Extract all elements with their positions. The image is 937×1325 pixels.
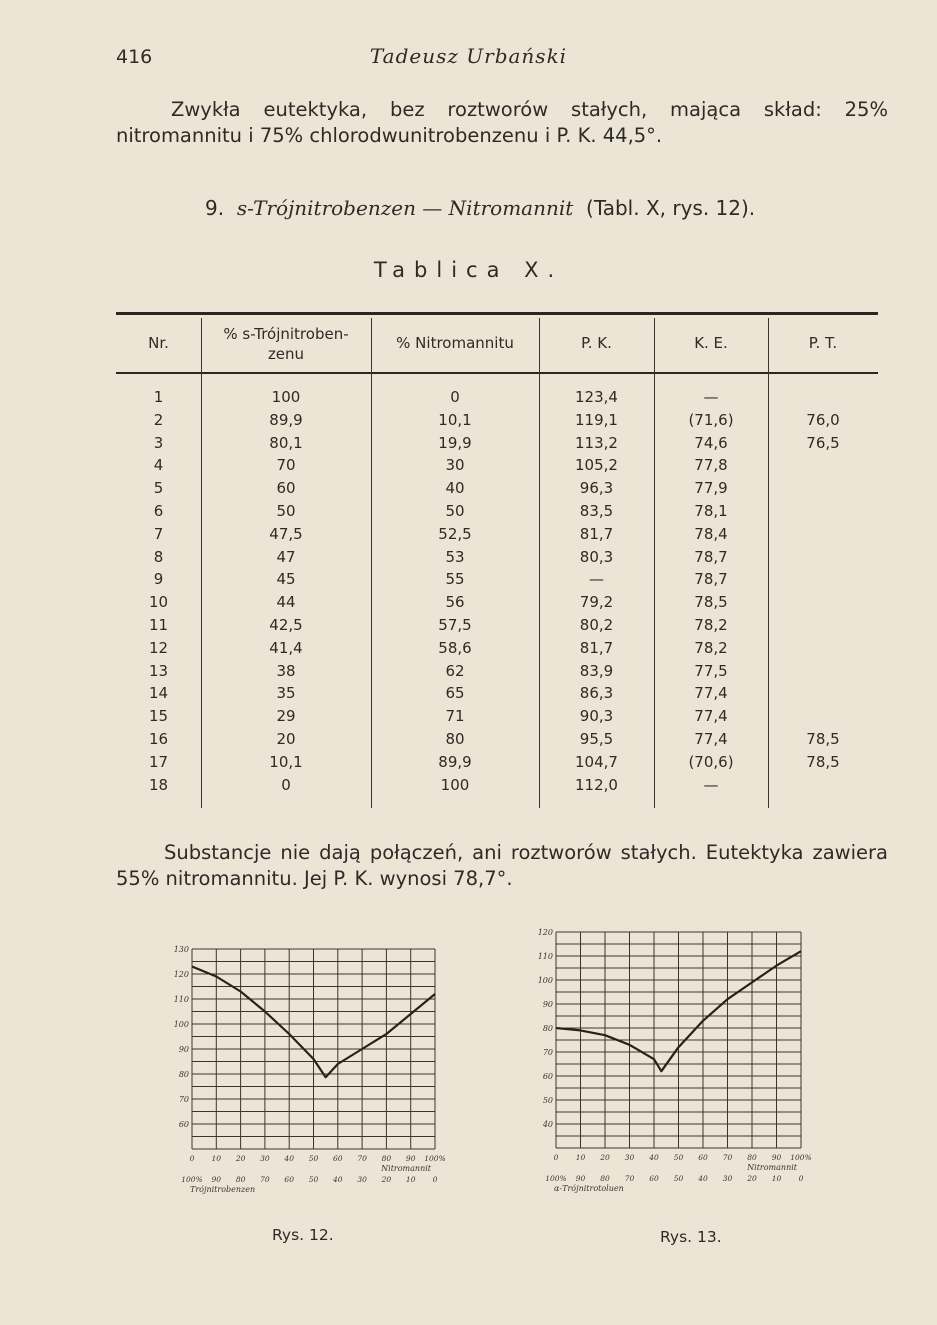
x-tick-label: 50 [673,1153,684,1162]
figure-rys-13 [520,920,840,1210]
header-nr: Nr. [148,334,169,352]
running-head: Tadeusz Urbański [369,44,568,68]
cell-trinitrobenzene: 60 [276,479,296,498]
cell-nr: 5 [153,479,164,498]
cell-pt [768,568,878,591]
y-tick-label: 120 [537,928,553,937]
cell-pt [768,386,878,409]
y-tick-label: 40 [542,1120,553,1129]
cell-nitromannite: 52,5 [438,524,472,543]
y-tick-label: 80 [178,1070,189,1079]
cell-nitromannite: 58,6 [438,638,472,657]
cell-nr: 17 [148,752,169,771]
cell-trinitrobenzene: 0 [281,775,291,794]
cell-nr: 7 [153,524,164,543]
cell-nitromannite: 50 [445,502,465,520]
cell-nitromannite: 80 [445,730,465,748]
cell-trinitrobenzene: 47 [276,547,296,566]
cell-trinitrobenzene: 42,5 [269,616,303,634]
x-tick-label: 50 [308,1154,319,1163]
y-tick-label: 80 [542,1024,553,1033]
cell-nr: 13 [148,661,169,680]
x-tick-label: 60 [698,1153,708,1162]
x-tick-label: 20 [600,1153,610,1162]
cell-pt: 76,5 [806,433,840,452]
cell-pt [768,454,878,477]
cell-pk: 95,5 [579,730,614,748]
section-heading [205,196,755,220]
x-tick-label: 40 [698,1174,708,1183]
x-tick-label: 30 [357,1175,367,1184]
x-tick-label: 30 [624,1153,635,1162]
x-tick-label: 70 [357,1154,367,1163]
cell-trinitrobenzene: 70 [276,456,296,475]
table-title: Tablica X. [373,258,564,282]
x-tick-label: 100% [181,1175,203,1184]
page-number: 416 [116,46,153,68]
cell-trinitrobenzene: 100 [271,388,301,406]
x-tick-label: 40 [333,1175,343,1184]
x-tick-label: 10 [771,1174,782,1183]
cell-nitromannite: 0 [450,388,460,406]
cell-pt [768,705,878,728]
y-tick-label: 70 [542,1048,553,1057]
cell-ke: 78,1 [694,502,728,520]
table-top-rule [116,312,878,315]
cell-nr: 4 [153,456,164,475]
x-tick-label: 90 [771,1153,782,1162]
cell-ke: 77,4 [694,707,728,726]
x-tick-label: 10 [405,1175,416,1184]
x-tick-label: 0 [553,1153,559,1162]
cell-pk: 81,7 [579,524,614,543]
x-tick-label: 10 [575,1153,586,1162]
cell-ke: 78,2 [694,616,728,634]
cell-ke: 78,2 [694,638,728,657]
cell-ke: 77,5 [694,661,728,680]
cell-ke: — [703,388,719,406]
cell-pk: 83,9 [579,661,614,680]
x-tick-label: 30 [722,1174,733,1183]
y-tick-label: 50 [542,1096,553,1105]
cell-nitromannite: 100 [440,775,470,794]
x-axis-label: Trójnitrobenzen [190,1185,256,1194]
header-trinitrobenzene-line2: zenu [267,345,305,363]
cell-nitromannite: 10,1 [438,410,472,429]
cell-nitromannite: 71 [445,707,465,726]
x-axis-label: α-Trójnitrotoluen [554,1184,624,1193]
cell-nitromannite: 40 [445,479,465,498]
cell-pk: 80,3 [579,547,614,566]
cell-pt [768,500,878,523]
cell-nr: 10 [148,593,169,612]
cell-ke: (70,6) [688,752,734,771]
cell-ke: — [703,775,719,794]
y-tick-label: 100 [173,1020,189,1029]
cell-pk: 80,2 [579,616,614,634]
cell-ke: 77,8 [694,456,728,475]
cell-pt: 78,5 [806,730,840,748]
cell-pk: 113,2 [575,433,618,452]
cell-pt [768,523,878,546]
x-tick-label: 90 [211,1175,222,1184]
cell-trinitrobenzene: 35 [276,684,296,703]
cell-trinitrobenzene: 38 [276,661,296,680]
x-tick-label: 20 [235,1154,246,1163]
cell-ke: 77,9 [694,479,728,498]
cell-pk: 86,3 [579,684,614,703]
x-tick-label: 60 [284,1175,294,1184]
y-tick-label: 100 [537,976,553,985]
header-pt: P. T. [808,334,838,352]
y-tick-label: 70 [178,1095,189,1104]
header-pk: P. K. [581,334,612,352]
x-tick-label: 100% [790,1153,812,1162]
x-tick-label: 100% [545,1174,567,1183]
x-tick-label: 60 [649,1174,659,1183]
cell-ke: 78,4 [694,524,728,543]
header-trinitrobenzene-line1: % s-Trójnitroben- [223,325,349,343]
summary-paragraph: Substancje nie dają połączeń, ani roztworów stałych. Eutektyka zawiera 55% nitromannitu. Jej P. K. wynosi 78,7°. [116,841,888,890]
cell-pt [768,546,878,569]
cell-trinitrobenzene: 45 [276,570,296,589]
x-tick-label: 20 [747,1174,757,1183]
section-ref: (Tabl. X, rys. 12). [586,196,756,220]
cell-pk: 83,5 [579,502,614,520]
x-tick-label: 70 [722,1153,733,1162]
cell-nitromannite: 53 [445,547,465,566]
cell-pt [768,591,878,614]
y-tick-label: 130 [173,945,189,954]
cell-nitromannite: 62 [445,661,465,680]
cell-pk: 104,7 [575,752,618,771]
section-title: s-Trójnitrobenzen — Nitromannit [236,196,574,220]
x-tick-label: 80 [600,1174,610,1183]
cell-nr: 12 [148,638,169,657]
cell-pk: 112,0 [575,775,618,794]
x-tick-label: 40 [284,1154,294,1163]
intro-paragraph: Zwykła eutektyka, bez roztworów stałych, mająca skład: 25% nitromannitu i 75% chlorodwunitrobenzenu i P. K. 44,5°. [116,98,888,147]
cell-ke: (71,6) [688,410,734,429]
x-tick-label: 50 [673,1174,684,1183]
cell-nitromannite: 57,5 [438,616,472,634]
cell-nr: 6 [153,502,164,520]
header-ke: K. E. [694,334,728,352]
cell-trinitrobenzene: 89,9 [269,410,303,429]
x-tick-label: 0 [798,1174,804,1183]
cell-trinitrobenzene: 10,1 [269,752,303,771]
cell-pt: 76,0 [806,410,840,429]
cell-nitromannite: 65 [445,684,465,703]
cell-nr: 1 [153,388,164,406]
cell-trinitrobenzene: 44 [276,593,296,612]
y-tick-label: 110 [173,995,189,1004]
cell-nitromannite: 56 [445,593,465,612]
cell-ke: 78,7 [694,570,728,589]
x-tick-label: 100% [424,1154,446,1163]
cell-nr: 3 [153,433,164,452]
x-tick-label: 20 [381,1175,392,1184]
cell-pk: 123,4 [575,388,618,406]
y-tick-label: 90 [178,1045,189,1054]
cell-ke: 77,4 [694,684,728,703]
x-tick-label: 80 [235,1175,246,1184]
cell-nitromannite: 55 [445,570,465,589]
x-tick-label: 90 [575,1174,586,1183]
cell-pk: 96,3 [579,479,614,498]
y-tick-label: 60 [178,1120,189,1129]
x-tick-label: 30 [260,1154,270,1163]
cell-pt [768,477,878,500]
cell-trinitrobenzene: 47,5 [269,524,303,543]
cell-pt [768,774,878,797]
figure-rys-12 [160,935,460,1210]
cell-trinitrobenzene: 80,1 [269,433,303,452]
x-tick-label: 0 [432,1175,438,1184]
x-tick-label: 80 [747,1153,757,1162]
cell-trinitrobenzene: 20 [276,730,296,748]
cell-nr: 18 [148,775,169,794]
x-tick-label: 60 [333,1154,343,1163]
cell-nr: 2 [153,410,164,429]
x-axis-label: Nitromannit [381,1164,431,1173]
y-tick-label: 90 [542,1000,553,1009]
cell-nr: 9 [153,570,164,589]
table-header-rule [116,372,878,374]
cell-pt [768,637,878,660]
x-tick-label: 40 [649,1153,659,1162]
x-tick-label: 70 [260,1175,270,1184]
cell-nr: 11 [148,616,169,634]
y-tick-label: 60 [542,1072,553,1081]
cell-nr: 15 [148,707,169,726]
x-tick-label: 10 [211,1154,222,1163]
cell-pt [768,660,878,683]
cell-trinitrobenzene: 41,4 [269,638,303,657]
cell-ke: 77,4 [694,730,728,748]
header-nitromannite: % Nitromannitu [396,334,514,352]
x-tick-label: 50 [308,1175,319,1184]
cell-pt: 78,5 [806,752,840,771]
section-number: 9. [205,196,225,220]
cell-ke: 78,5 [694,593,728,612]
x-tick-label: 70 [624,1174,635,1183]
cell-nitromannite: 30 [445,456,465,475]
cell-pt [768,682,878,705]
cell-pt [768,614,878,637]
x-tick-label: 0 [189,1154,195,1163]
cell-pk: 81,7 [579,638,614,657]
cell-nitromannite: 89,9 [438,752,472,771]
x-axis-label: Nitromannit [747,1163,797,1172]
cell-pk: — [589,570,604,589]
cell-nr: 14 [148,684,169,703]
figure-caption-13: Rys. 13. [660,1228,722,1246]
x-tick-label: 90 [405,1154,416,1163]
y-tick-label: 110 [537,952,553,961]
cell-nr: 16 [148,730,169,748]
cell-ke: 74,6 [694,433,728,452]
cell-pk: 79,2 [579,593,614,612]
x-tick-label: 80 [381,1154,392,1163]
cell-pk: 105,2 [575,456,618,475]
cell-pk: 119,1 [575,410,618,429]
cell-nitromannite: 19,9 [438,433,472,452]
y-tick-label: 120 [173,970,189,979]
cell-ke: 78,7 [694,547,728,566]
header-trinitrobenzene [201,324,371,364]
cell-trinitrobenzene: 50 [276,502,296,520]
cell-trinitrobenzene: 29 [276,707,296,726]
figure-caption-12: Rys. 12. [272,1226,334,1244]
cell-nr: 8 [153,547,164,566]
cell-pk: 90,3 [579,707,614,726]
